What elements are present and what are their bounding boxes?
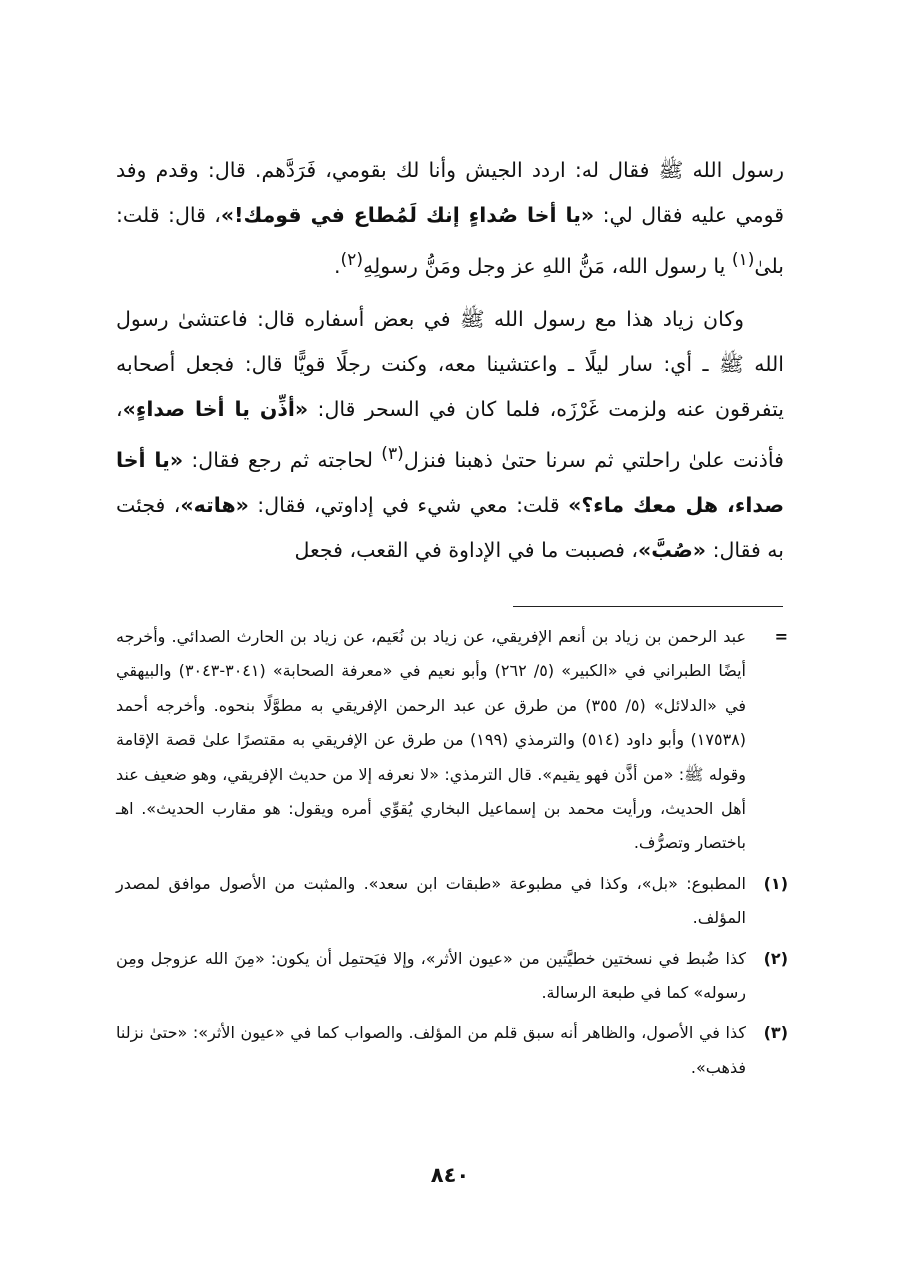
text-run: لحاجته ثم رجع فقال: (183, 447, 382, 472)
footnote-text: كذا ضُبط في نسختين خطيَّتين من «عيون الأثر»، وإلا فيَحتمِل أن يكون: «مِنَ الله عزوجل ومِن رسوله» كما في طبعة الرسالة. (116, 948, 746, 1003)
footnote-1 (116, 867, 788, 936)
hadith-quote: «أذِّن يا أخا صداءٍ» (122, 396, 309, 421)
text-run: ، قال: قلت: بلىٰ (116, 203, 784, 278)
footnote-2 (116, 942, 788, 1011)
text-run: ، فجئت به فقال: (116, 492, 784, 562)
main-paragraph-2 (116, 297, 784, 573)
footnote-text: كذا في الأصول، والظاهر أنه سبق قلم من المؤلف. والصواب كما في «عيون الأثر»: «حتىٰ نزلنا فذهب». (116, 1023, 746, 1077)
text-run: يا رسول الله، مَنُّ اللهِ عز وجل ومَنُّ رسولِهِ (363, 253, 732, 278)
text-run: ، فأذنت علىٰ راحلتي ثم سرنا حتىٰ ذهبنا فنزل (116, 396, 784, 472)
hadith-quote: «صُبَّ» (638, 537, 707, 562)
hadith-quote: «يا أخا صُداءٍ إنك لَمُطاع في قومك!» (220, 203, 595, 227)
main-text (116, 148, 784, 573)
text-run: ، فصببت ما في الإداوة في القعب، فجعل (294, 537, 639, 562)
footnote-number: (٢) (763, 948, 788, 968)
footnotes (116, 620, 788, 1091)
footnote-ref-3: (٣) (381, 443, 404, 464)
text-run: قلت: معي شيء في إداوتي، فقال: (248, 492, 569, 517)
text-run: وكان زياد هذا مع رسول الله ﷺ في بعض أسفاره قال: فاعتشىٰ رسول الله ﷺ ـ أي: سار ليلًا ـ واعتشينا معه، وكنت رجلًا قويًّا قال: فجعل أصحابه يتفرقون عنه ولزمت غَرْزَه، فلما كان في السحر قال: (116, 306, 784, 421)
hadith-quote: «هاته» (180, 492, 249, 517)
hadith-quote: «يا أخا صداء، هل معك ماء؟» (116, 447, 785, 517)
footnote-separator (513, 606, 783, 607)
page-number: ٨٤٠ (430, 1163, 470, 1187)
continuation-marker: = (774, 627, 788, 646)
text-run: رسول الله ﷺ فقال له: اردد الجيش وأنا لك بقومي، فَرَدَّهم. قال: وقدم وفد قومي عليه فقال لي: (116, 158, 785, 227)
footnote-number: (٣) (763, 1023, 788, 1043)
footnote-ref-1: (١) (731, 250, 755, 270)
footnote-continued (116, 620, 788, 861)
main-paragraph-1 (116, 148, 784, 289)
footnote-3 (116, 1016, 788, 1085)
footnote-text: عبد الرحمن بن زياد بن أنعم الإفريقي، عن زياد بن نُعَيم، عن زياد بن الحارث الصدائي. وأخرجه أيضًا الطبراني في «الكبير» (٥/ ٢٦٢) وأبو نعيم في «معرفة الصحابة» (٣٠٤١-٣٠٤٣) والبيهقي في «الدلائل» (٥/ ٣٥٥) من طرق عن عبد الرحمن الإفريقي به مطوَّلًا بنحوه. وأخرجه أحمد (١٧٥٣٨) وأبو داود (٥١٤) والترمذي (١٩٩) من طرق عن الإفريقي به مقتصرًا علىٰ قصة الإقامة وقوله ﷺ: «من أذَّن فهو يقيم». قال الترمذي: «لا نعرفه إلا من حديث الإفريقي، وهو ضعيف عند أهل الحديث، ورأيت محمد بن إسماعيل البخاري يُقوِّي أمره ويقول: هو مقارب الحديث». اهـ باختصار وتصرُّف. (116, 627, 747, 853)
footnote-text: المطبوع: «بل»، وكذا في مطبوعة «طبقات ابن سعد». والمثبت من الأصول موافق لمصدر المؤلف. (116, 873, 746, 928)
text-run: . (333, 253, 341, 278)
footnote-ref-2: (٢) (340, 250, 364, 270)
footnote-number: (١) (763, 873, 788, 893)
